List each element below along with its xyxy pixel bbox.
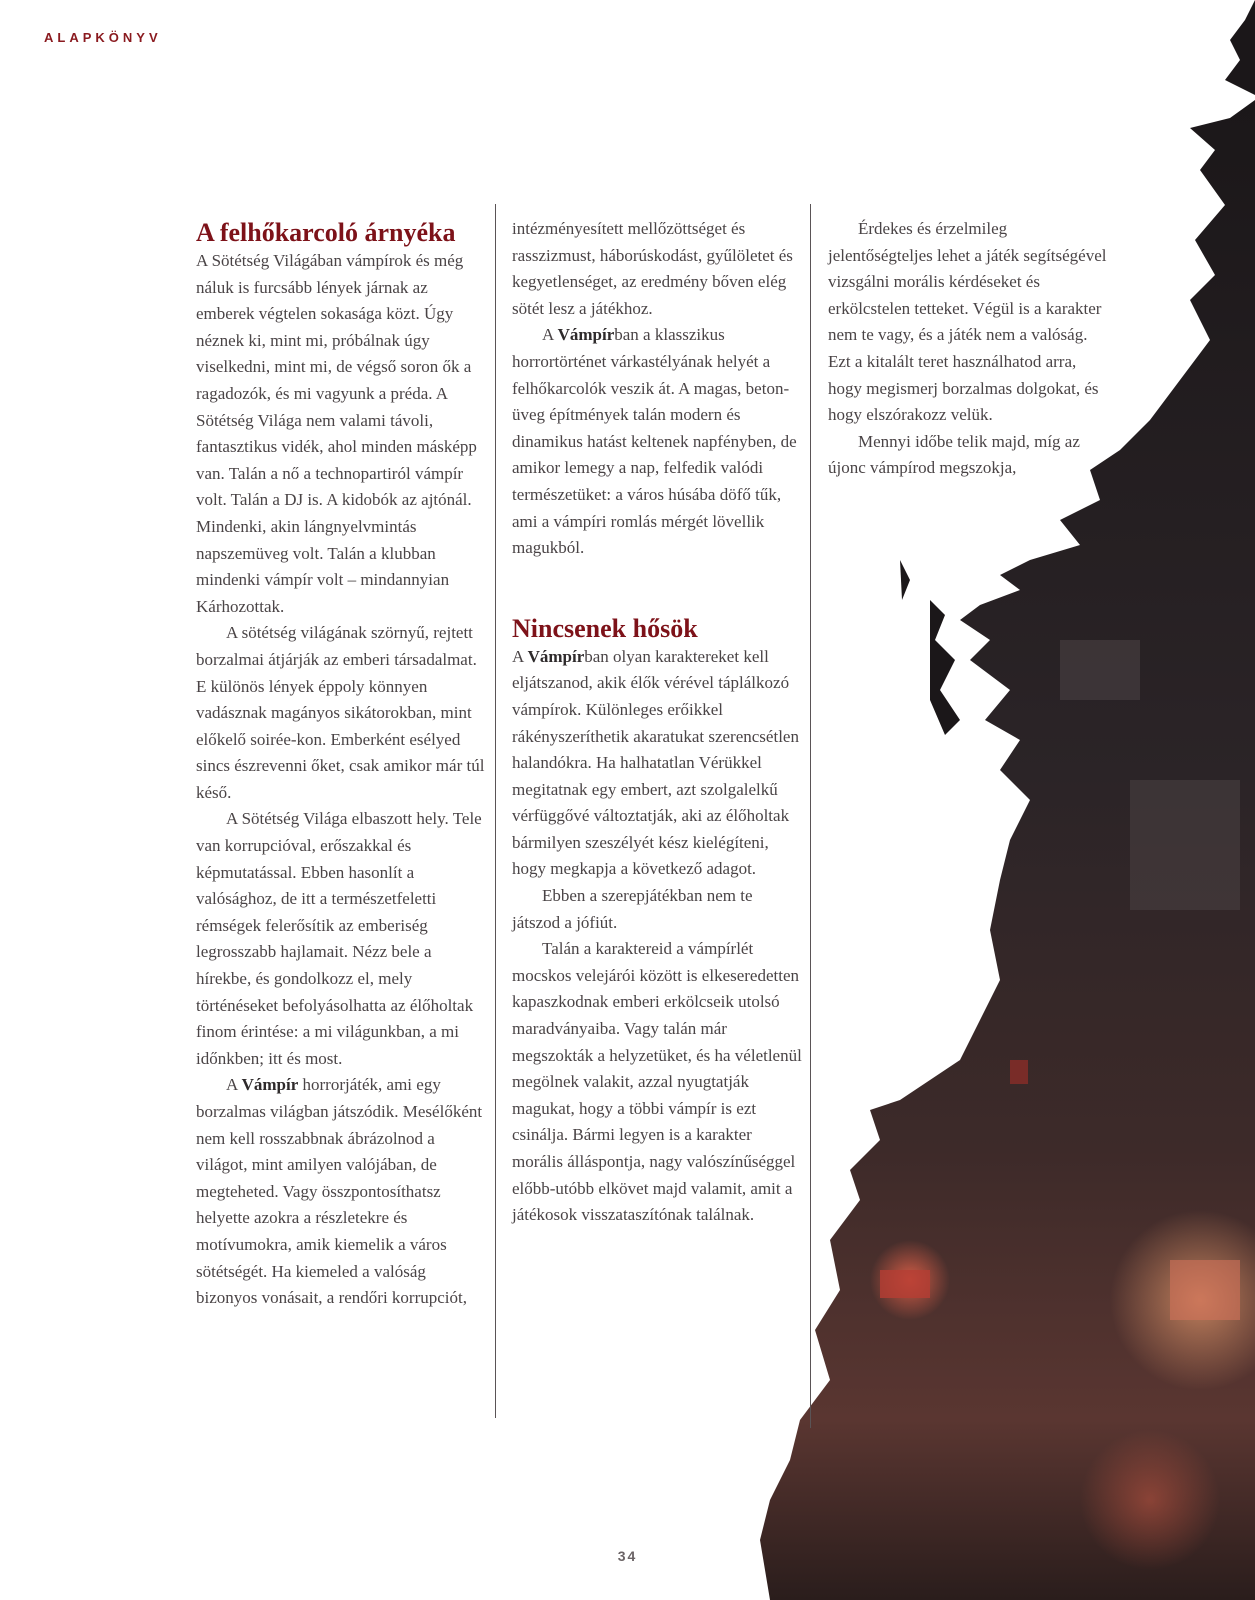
- paragraph: A sötétség világának szörnyű, rejtett borzalmai átjárják az emberi társadalmat. E különös lények éppoly könnyen vadásznak magányos sikátorokban, mint előkelő soirée-kon. Emberként esélyed sincs észrevenni őket, csak amikor már túl késő.: [196, 623, 485, 802]
- column-divider: [810, 204, 811, 1428]
- paragraph: A Sötétség Világában vámpírok és még náluk is furcsább lények járnak az emberek végtelen sokasága közt. Úgy néznek ki, mint mi, próbálnak úgy viselkedni, mint mi, de végső soron ők a ragadozók, és mi vagyunk a préda. A Sötétség Világa nem valami távoli, fantasztikus vidék, ahol minden másképp van. Talán a nő a technopartiról vámpír volt. Talán a DJ is. A kidobók az ajtónál. Mindenki, akin lángnyelvmintás napszemüveg volt. Talán a klubban mindenki vámpír volt – mindannyian Kárhozottak.: [196, 251, 477, 616]
- paragraph: Mennyi időbe telik majd, míg az újonc vámpírod megszokja,: [828, 431, 1080, 478]
- paragraph: Ebben a szerepjátékban nem te játszod a jófiút.: [512, 886, 753, 932]
- paragraph: A Sötétség Világa elbaszott hely. Tele van korrupcióval, erőszakkal és képmutatással. Ebben hasonlít a valósághoz, de itt a természetfeletti rémségek felerősítik az emberiség legrosszabb hajlamait. Nézz bele a hírekbe, és gondolkozz el, mely történéseket befolyásolhatta az élőholtak finom érintése: a mi világunkban, a mi időnkben; itt és most.: [196, 809, 482, 1068]
- paragraph: Talán a karaktereid a vámpírlét mocskos velejárói között is elkeseredetten kapaszkodnak emberi erkölcseik utolsó maradványaiba. Vagy talán már megszokták a helyzetüket, és ha véletlenül megölnek valakit, azzal nyugtatják magukat, hogy a többi vámpír is ezt csinálja. Bármi legyen is a karakter morális álláspontja, nagy valószínűséggel előbb-utóbb elkövet majd valamit, amit a játékosok visszataszítónak találnak.: [512, 939, 802, 1225]
- paragraph: [512, 322, 802, 561]
- section-title: A felhőkarcoló árnyéka: [196, 218, 456, 247]
- text-run: ban olyan karaktereket kell eljátszanod, akik élők vérével táplálkozó vámpírok. Különleges erőikkel rákényszeríthetik akaratukat szerencsétlen halandókra. Ha halhatatlan Vérükkel megitatnak egy embert, azt szolgalelkű vérfüggővé változtatják, aki az élőholtak bármilyen szeszélyét kész kielégíteni, hogy megkapja a következő adagot.: [512, 646, 799, 879]
- text-run: A: [512, 646, 528, 666]
- column-divider: [495, 204, 496, 1418]
- bold-term: Vámpír: [557, 325, 615, 345]
- text-run: horrorjáték, ami egy borzalmas világban játszódik. Mesélőként nem kell rosszabbnak ábrázolnod a világot, mint amilyen valójában, de megteheted. Vagy összpontosíthatsz helyette azokra a részletekre és motívumokra, amik kiemelik a város sötétségét. Ha kiemeled a valóság bizonyos vonásait, a rendőri korrupciót,: [196, 1075, 483, 1308]
- spacer: [512, 562, 802, 614]
- bold-term: Vámpír: [241, 1075, 299, 1095]
- paragraph: [196, 1072, 486, 1311]
- paragraph: [512, 644, 802, 883]
- paragraph: intézményesített mellőzöttséget és rasszizmust, háborúskodást, gyűlöletet és kegyetlenséget, az eredmény bőven elég sötét lesz a játékhoz.: [512, 219, 793, 318]
- paragraph: Érdekes és érzelmileg jelentőségteljes lehet a játék segítségével vizsgálni morális kérdéseket és erkölcstelen tetteket. Végül is a karakter nem te vagy, és a játék nem a valóság. Ezt a kitalált teret használhatod arra, hogy megismerj borzalmas dolgokat, és hogy elszórakozz velük.: [828, 219, 1107, 425]
- page-number: 34: [617, 1548, 638, 1564]
- text-run: ban a klasszikus horrortörténet várkastélyának helyét a felhőkarcolók veszik át. A magas, beton-üveg építmények talán modern és dinamikus hatást keltenek napfényben, de amikor lemegy a nap, felfedik valódi természetüket: a város húsába döfő tűk, ami a vámpíri romlás mérgét lövellik magukból.: [512, 325, 797, 558]
- text-run: A: [542, 325, 558, 345]
- text-run: A: [226, 1075, 242, 1095]
- text-column-2: [512, 216, 802, 1229]
- bold-term: Vámpír: [527, 646, 585, 666]
- text-column-3: [828, 216, 1108, 482]
- section-title: Nincsenek hősök: [512, 613, 698, 643]
- running-head: ALAPKÖNYV: [44, 30, 162, 45]
- text-column-1: [196, 218, 486, 1312]
